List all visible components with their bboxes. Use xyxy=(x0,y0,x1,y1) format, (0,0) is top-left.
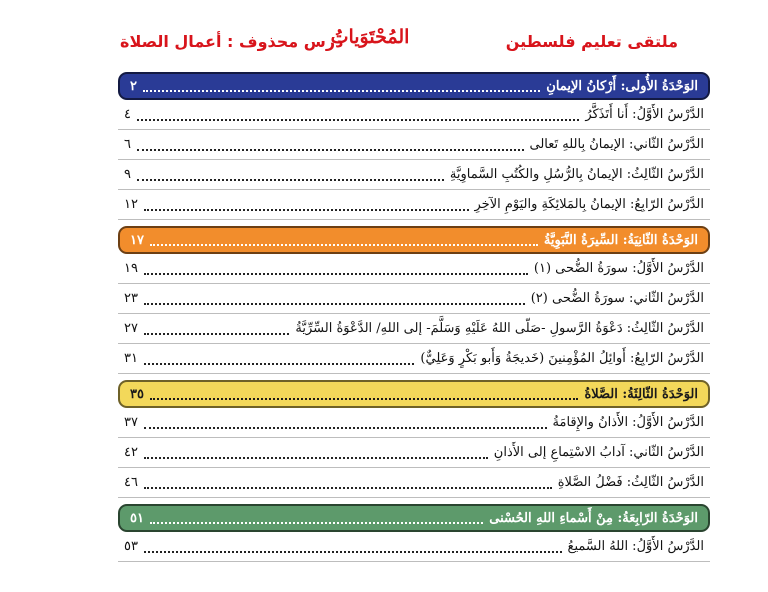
lesson-page: ٦ xyxy=(124,137,131,152)
leader-dots xyxy=(144,541,562,553)
leader-dots xyxy=(150,234,538,246)
lesson-title: الدَّرْسُ الرّابِعُ: الإيمانُ بِالمَلائِكَةِ واليَوْمِ الآخِرِ xyxy=(474,197,704,212)
lesson-row[interactable] xyxy=(118,160,710,190)
lesson-page: ٩ xyxy=(124,167,131,182)
unit-title: الوَحْدَةُ الرّابِعَةُ: مِنْ أَسْماءِ اللهِ الحُسْنى xyxy=(489,510,698,526)
lesson-page: ٣٧ xyxy=(124,415,138,430)
lesson-row[interactable] xyxy=(118,438,710,468)
unit-2 xyxy=(118,226,710,374)
lesson-page: ٤٢ xyxy=(124,445,138,460)
unit-header[interactable] xyxy=(118,226,710,254)
leader-dots xyxy=(150,388,578,400)
lesson-page: ٢٣ xyxy=(124,291,138,306)
lesson-page: ١٢ xyxy=(124,197,138,212)
lesson-title: الدَّرْسُ الثّالِثُ: دَعْوَةُ الرَّسولِ -صَلّى اللهُ عَلَيْهِ وَسَلَّمَ- إلى اللهِ/ الدَّعْوَةُ السِّرِّيَّةُ xyxy=(295,321,704,336)
lesson-title: الدَّرْسُ الأَوَّلُ: سورَةُ الضُّحى (١) xyxy=(533,261,704,276)
lesson-title: الدَّرْسُ الأَوَّلُ: الأَذانُ والإِقامَةُ xyxy=(552,415,704,430)
leader-dots xyxy=(144,353,414,365)
unit-page: ١٧ xyxy=(130,232,144,248)
unit-page: ٥١ xyxy=(130,510,144,526)
unit-header[interactable] xyxy=(118,72,710,100)
lesson-title: الدَّرْسُ الأَوَّلُ: اللهُ السَّميعُ xyxy=(567,539,704,554)
lesson-row[interactable] xyxy=(118,468,710,498)
leader-dots xyxy=(144,417,547,429)
leader-dots xyxy=(137,109,579,121)
unit-4 xyxy=(118,504,710,562)
page-header xyxy=(0,26,768,56)
lesson-title: الدَّرْسُ الثّاني: الإيمانُ بِاللهِ تَعالى xyxy=(529,137,704,152)
unit-page: ٢ xyxy=(130,78,137,94)
lesson-row[interactable] xyxy=(118,408,710,438)
unit-1 xyxy=(118,72,710,220)
site-name: ملتقى تعليم فلسطين xyxy=(505,32,678,51)
lesson-row[interactable] xyxy=(118,100,710,130)
leader-dots xyxy=(144,323,289,335)
leader-dots xyxy=(143,80,540,92)
unit-page: ٣٥ xyxy=(130,386,144,402)
leader-dots xyxy=(144,477,552,489)
lesson-page: ٥٣ xyxy=(124,539,138,554)
leader-dots xyxy=(150,512,483,524)
leader-dots xyxy=(144,447,488,459)
lesson-row[interactable] xyxy=(118,314,710,344)
lesson-title: الدَّرْسُ الأَوَّلُ: أَنا أَتَذَكَّرُ xyxy=(585,107,704,122)
lesson-row[interactable] xyxy=(118,130,710,160)
table-of-contents xyxy=(118,66,710,562)
unit-header[interactable] xyxy=(118,504,710,532)
lesson-title: الدَّرْسُ الثّالِثُ: الإيمانُ بِالرُّسُلِ والكُتُبِ السَّماوِيَّةِ xyxy=(449,167,704,182)
lesson-page: ٣١ xyxy=(124,351,138,366)
lesson-page: ٢٧ xyxy=(124,321,138,336)
lesson-page: ٤٦ xyxy=(124,475,138,490)
lesson-title: الدَّرْسُ الرّابِعُ: أَوائِلُ المُؤْمِنينَ (خَديجَةُ وَأَبو بَكْرٍ وَعَلِيٌّ) xyxy=(420,351,704,366)
deleted-lesson-note: درس محذوف : أعمال الصلاة xyxy=(120,32,344,51)
lesson-row[interactable] xyxy=(118,190,710,220)
leader-dots xyxy=(144,293,525,305)
leader-dots xyxy=(144,263,528,275)
unit-3 xyxy=(118,380,710,498)
lesson-row[interactable] xyxy=(118,254,710,284)
leader-dots xyxy=(137,139,524,151)
unit-header[interactable] xyxy=(118,380,710,408)
unit-title: الوَحْدَةُ الأُولى: أَرْكانُ الإيمانِ xyxy=(546,78,698,94)
unit-title: الوَحْدَةُ الثّانِيَةُ: السِّيرَةُ النَّبَوِيَّةُ xyxy=(543,232,698,248)
lesson-page: ١٩ xyxy=(124,261,138,276)
lesson-title: الدَّرْسُ الثّالِثُ: فَضْلُ الصَّلاةِ xyxy=(557,475,704,490)
leader-dots xyxy=(137,169,444,181)
lesson-page: ٤ xyxy=(124,107,131,122)
lesson-title: الدَّرْسُ الثّاني: آدابُ الاسْتِماعِ إلى الأَذانِ xyxy=(493,445,704,460)
lesson-row[interactable] xyxy=(118,532,710,562)
unit-title: الوَحْدَةُ الثّالِثَةُ: الصَّلاةُ xyxy=(584,386,698,402)
page-title: المُحْتَوَياتُ xyxy=(330,26,410,48)
leader-dots xyxy=(144,199,469,211)
lesson-row[interactable] xyxy=(118,284,710,314)
lesson-title: الدَّرْسُ الثّاني: سورَةُ الضُّحى (٢) xyxy=(530,291,704,306)
lesson-row[interactable] xyxy=(118,344,710,374)
